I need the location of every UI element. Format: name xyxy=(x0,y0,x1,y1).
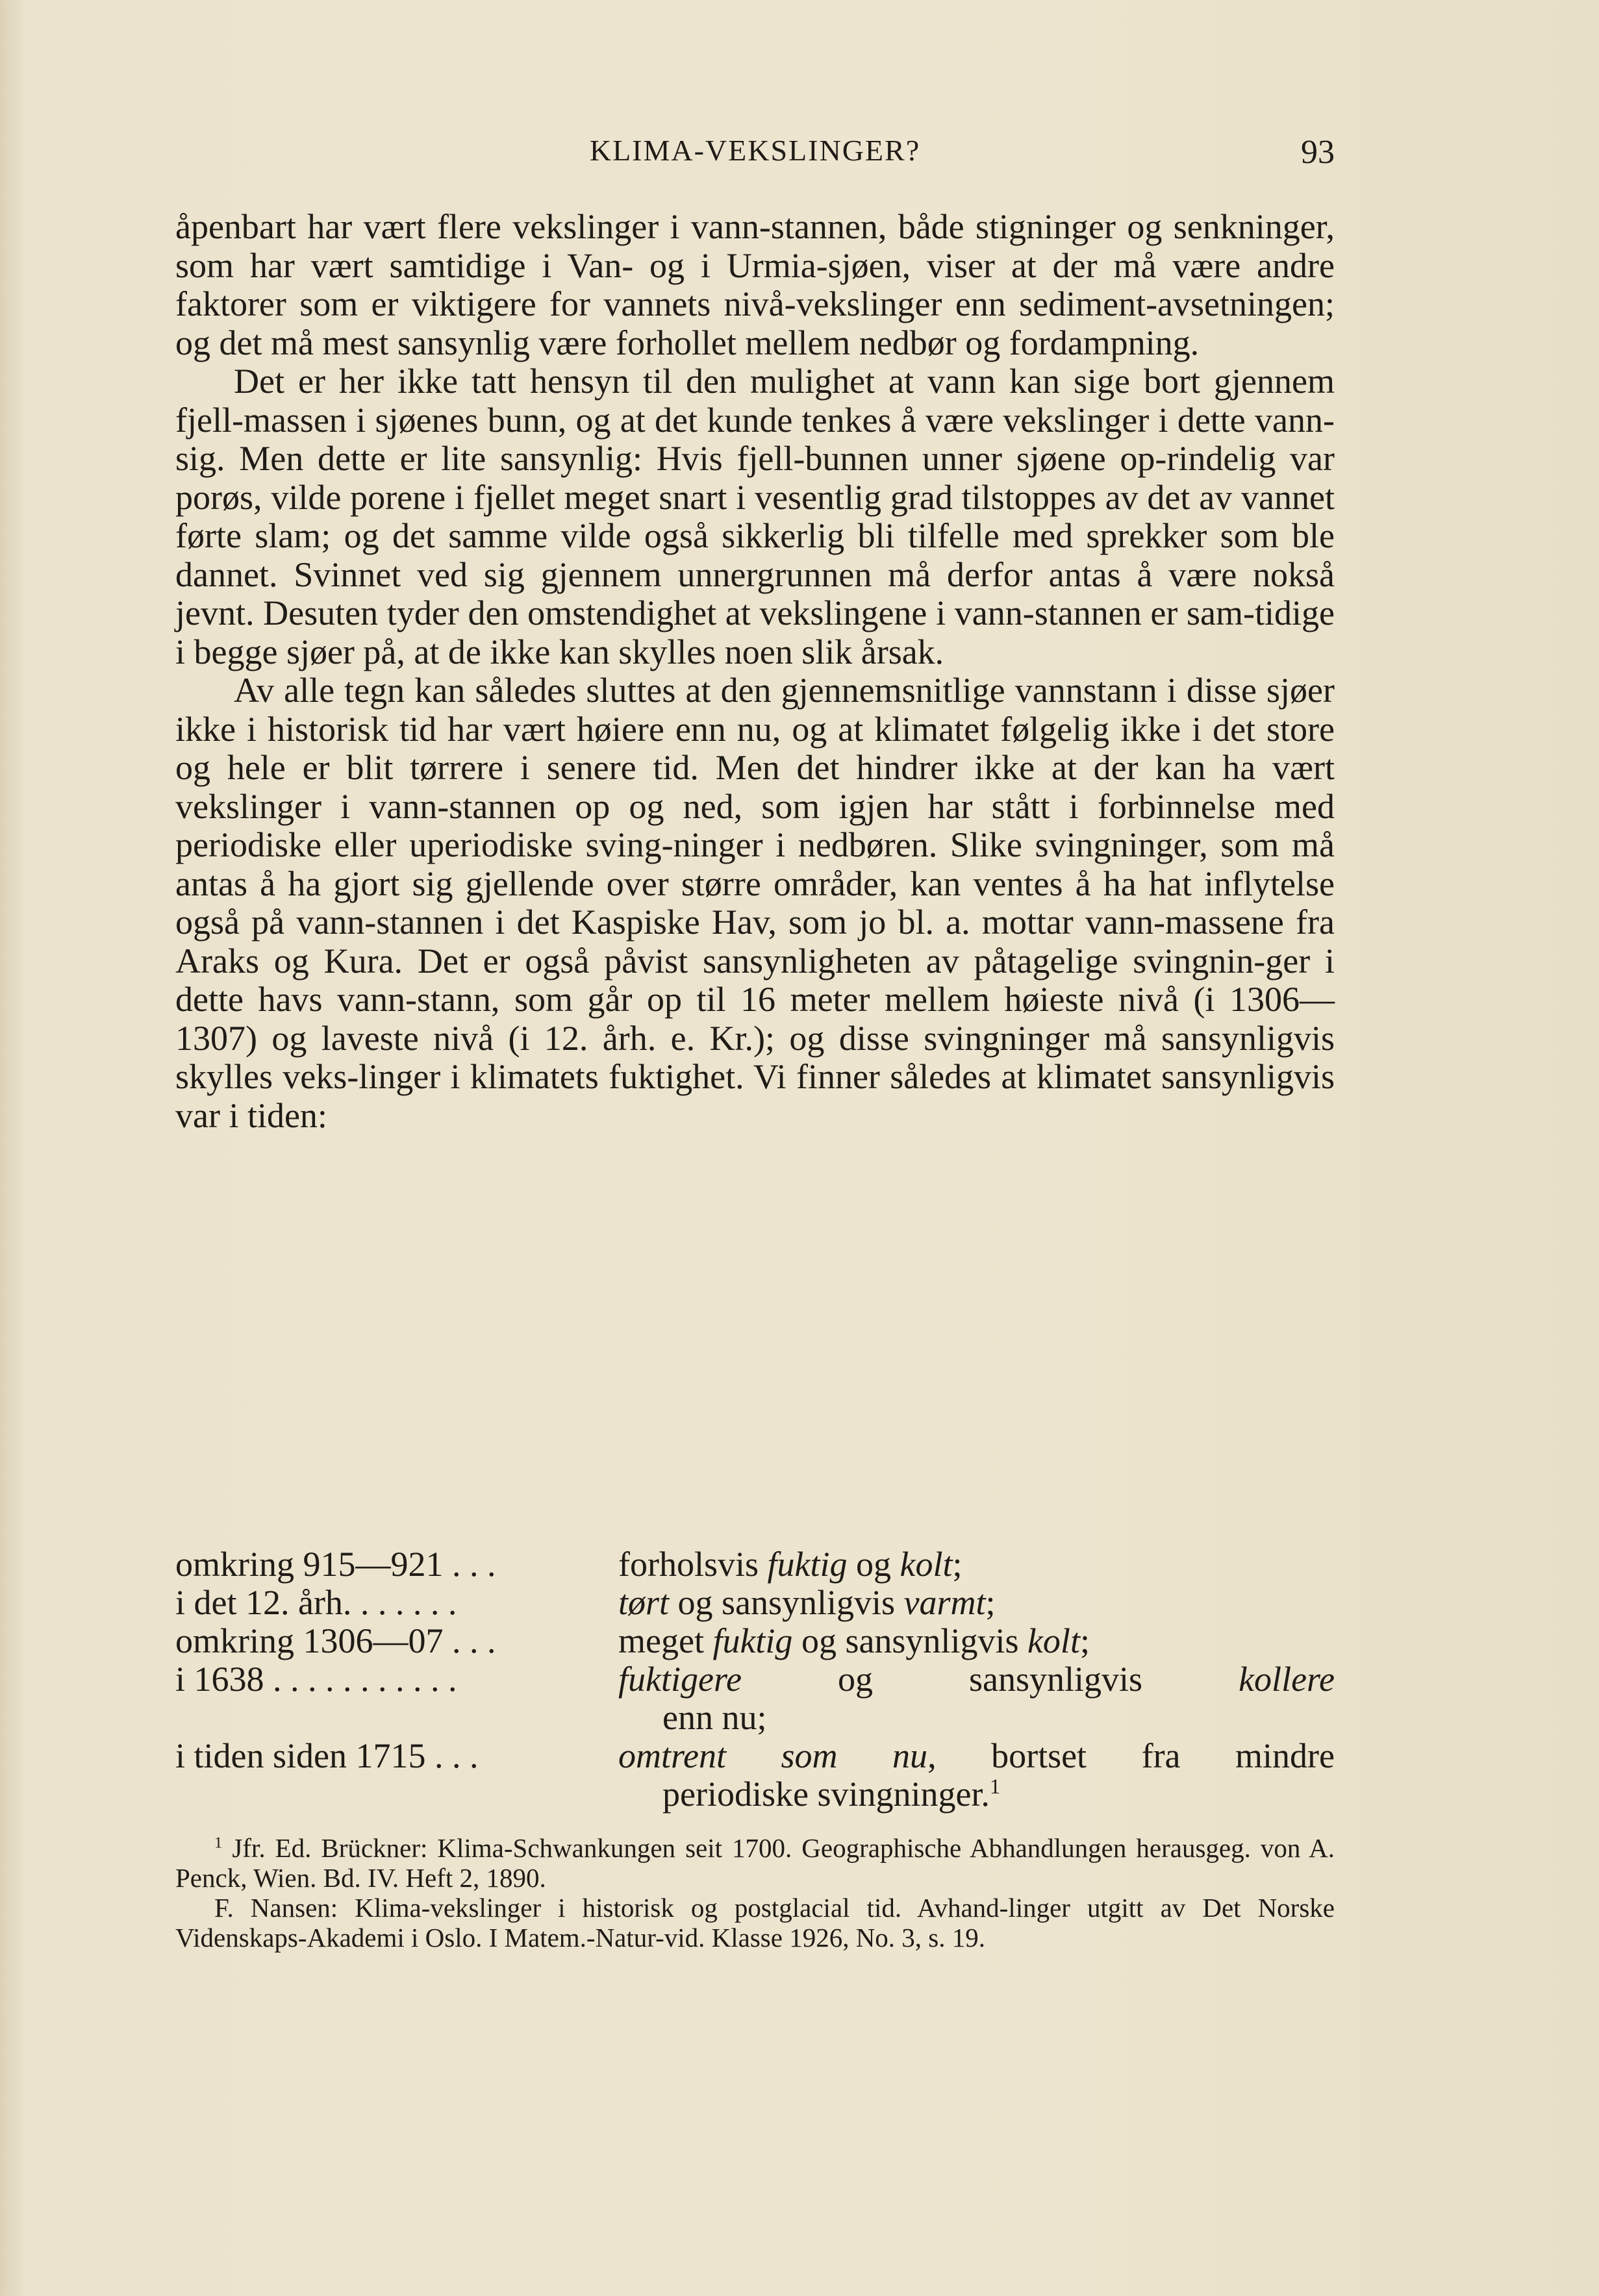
page-number: 93 xyxy=(1301,134,1335,171)
page-header xyxy=(175,133,1335,179)
list-item-continuation: periodiske svingninger.$^1$ xyxy=(662,1775,1001,1814)
footnotes xyxy=(175,1833,1335,1953)
paragraph-1: åpenbart har vært flere vekslinger i vann-stannen, både stigninger og senkninger, som har vært samtidige i Van- og i Urmia-sjøen, viser at der må være andre faktorer som er viktigere for vannets nivå-vekslinger enn sediment-avsetningen; og det må mest sansynlig være forhollet mellem nedbør og fordampning. xyxy=(175,207,1335,362)
footnote-number: 1 xyxy=(214,1834,223,1852)
list-item-description: forholsvis fuktig og kolt; xyxy=(618,1545,963,1584)
climate-list xyxy=(175,1545,1335,1814)
list-item-description: meget fuktig og sansynligvis kolt; xyxy=(618,1621,1090,1660)
list-item-description: tørt og sansynligvis varmt; xyxy=(618,1583,996,1622)
list-item xyxy=(175,1584,1335,1622)
list-item-description: fuktigere og sansynligvis kollere xyxy=(618,1660,1335,1699)
list-item-period: omkring 1306—07 . . . xyxy=(175,1622,496,1660)
list-item-continuation: enn nu; xyxy=(662,1698,767,1737)
footnote-1: $^1$ Jfr. Ed. Brückner: Klima-Schwankungen seit 1700. Geographische Abhandlungen herausgeg. von A. Penck, Wien. Bd. IV. Heft 2, 1890. xyxy=(175,1833,1335,1893)
list-item xyxy=(175,1660,1335,1699)
list-item-description: omtrent som nu, bortset fra mindre xyxy=(618,1736,1335,1775)
list-item-period: i 1638 . . . . . . . . . . . xyxy=(175,1660,457,1699)
list-item xyxy=(175,1737,1335,1775)
list-item-period: i tiden siden 1715 . . . xyxy=(175,1737,479,1775)
list-item xyxy=(175,1545,1335,1584)
body-text xyxy=(175,208,1335,1135)
list-item xyxy=(175,1622,1335,1660)
running-title: KLIMA-VEKSLINGER? xyxy=(589,134,921,167)
list-item-period: omkring 915—921 . . . xyxy=(175,1545,496,1584)
paragraph-3: Av alle tegn kan således sluttes at den gjennemsnitlige vannstann i disse sjøer ikke i historisk tid har vært høiere enn nu, og at klimatet følgelig ikke i det store og hele er blit tørrere i senere tid. Men det hindrer ikke at der kan ha vært vekslinger i vann-stannen op og ned, som igjen har stått i forbinnelse med periodiske eller uperiodiske sving-ninger i nedbøren. Slike svingninger, som må antas å ha gjort sig gjellende over større områder, kan ventes å ha hat inflytelse også på vann-stannen i det Kaspiske Hav, som jo bl. a. mottar vann-massene fra Araks og Kura. Det er også påvist sansynligheten av påtagelige svingnin-ger i dette havs vann-stann, som går op til 16 meter mellem høieste nivå (i 1306—1307) og laveste nivå (i 12. årh. e. Kr.); og disse svingninger må sansynligvis skylles veks-linger i klimatets fuktighet. Vi finner således at klimatet sansynligvis var i tiden: xyxy=(175,671,1335,1135)
list-item-period: i det 12. årh. . . . . . . xyxy=(175,1584,457,1622)
footnote-2: F. Nansen: Klima-vekslinger i historisk og postglacial tid. Avhand-linger utgitt av Det Norske Videnskaps-Akademi i Oslo. I Matem.-Natur-vid. Klasse 1926, No. 3, s. 19. xyxy=(175,1893,1335,1953)
footnote-marker: 1 xyxy=(989,1775,1001,1799)
paragraph-2: Det er her ikke tatt hensyn til den mulighet at vann kan sige bort gjennem fjell-massen i sjøenes bunn, og at det kunde tenkes å være vekslinger i dette vann-sig. Men dette er lite sansynlig: Hvis fjell-bunnen unner sjøene op-rindelig var porøs, vilde porene i fjellet meget snart i vesentlig grad tilstoppes av det av vannet førte slam; og det samme vilde også sikkerlig bli tilfelle med sprekker som ble dannet. Svinnet ved sig gjennem unnergrunnen må derfor antas å være nokså jevnt. Desuten tyder den omstendighet at vekslingene i vann-stannen er sam-tidige i begge sjøer på, at de ikke kan skylles noen slik årsak. xyxy=(175,362,1335,671)
